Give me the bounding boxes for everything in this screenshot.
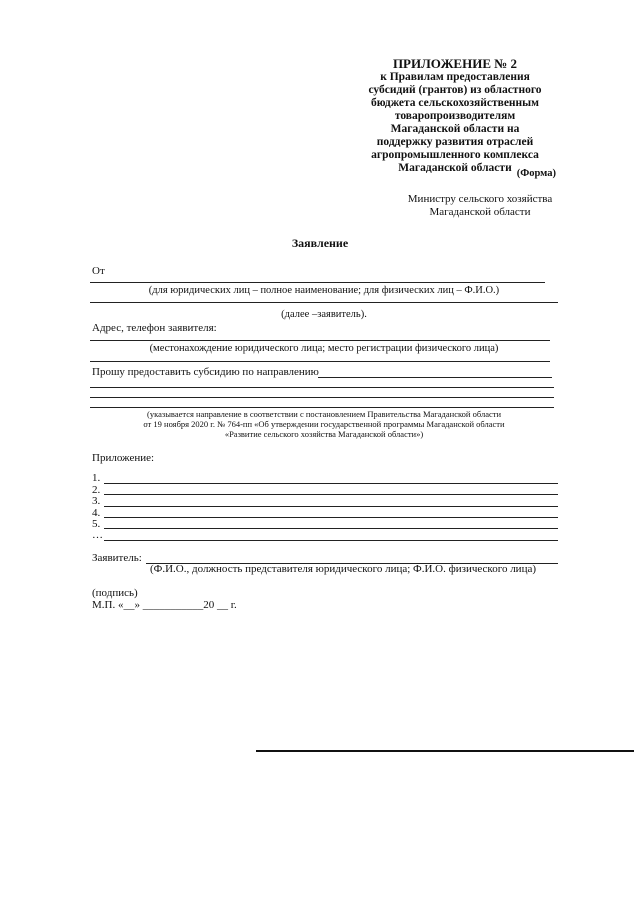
attachment-line-1 (104, 483, 558, 484)
appendix-line: к Правилам предоставления (380, 71, 530, 83)
request-underline (318, 377, 552, 378)
attachment-line-4 (104, 517, 558, 518)
from-label: От (92, 265, 105, 277)
addressee-line: Магаданской области (429, 206, 531, 218)
document-title: Заявление (291, 236, 349, 250)
attachment-item-more: … (92, 529, 103, 541)
request-underline-3 (90, 397, 554, 398)
bottom-rule (256, 750, 634, 752)
appendix-line: субсидий (грантов) из областного (368, 84, 542, 96)
attachment-line-2 (104, 494, 558, 495)
applicant-caption: (далее –заявитель). (281, 309, 367, 320)
attachment-item-5: 5. (92, 518, 101, 530)
request-underline-2 (90, 387, 554, 388)
address-label: Адрес, телефон заявителя: (92, 322, 217, 334)
from-underline (90, 282, 545, 283)
signature-label: (подпись) (92, 587, 138, 599)
direction-note-line: «Развитие сельского хозяйства Магаданской области») (224, 429, 424, 439)
attachment-item-1: 1. (92, 472, 101, 484)
attachment-item-2: 2. (92, 484, 101, 496)
addressee-line: Министру сельского хозяйства (407, 193, 553, 205)
addressee (380, 193, 580, 219)
appendix-line: поддержку развития отраслей (376, 136, 534, 148)
stamp-date-line: М.П. «__» ___________20 __ г. (92, 599, 237, 611)
request-label: Прошу предоставить субсидию по направлению (92, 366, 319, 378)
attachment-line-3 (104, 506, 558, 507)
appendix-line: Магаданской области на (390, 123, 520, 135)
appendix-line: бюджета сельскохозяйственным (371, 97, 539, 109)
appendix-line: агропромышленного комплекса (371, 149, 539, 161)
address-underline (90, 340, 550, 341)
appendix-header (340, 56, 570, 175)
address-caption: (местонахождение юридического лица; место регистрации физического лица) (149, 343, 499, 354)
direction-note-line: от 19 ноября 2020 г. № 764-пп «Об утверждении государственной программы Магаданской области (143, 419, 505, 429)
form-label: (Форма) (516, 168, 556, 179)
appendix-line: товаропроизводителям (394, 110, 516, 122)
appendix-line: Магаданской области (398, 162, 512, 174)
from-caption: (для юридических лиц – полное наименование; для физических лиц – Ф.И.О.) (148, 285, 500, 296)
attachment-item-3: 3. (92, 495, 101, 507)
request-underline-4 (90, 407, 554, 408)
address-underline-2 (90, 361, 550, 362)
from-underline-2 (90, 302, 558, 303)
attachment-item-4: 4. (92, 507, 101, 519)
applicant-label: Заявитель: (92, 552, 142, 564)
applicant-role-caption: (Ф.И.О., должность представителя юридического лица; Ф.И.О. физического лица) (150, 563, 537, 575)
attachment-label: Приложение: (92, 452, 155, 464)
attachment-line-5 (104, 528, 558, 529)
attachment-line-6 (104, 540, 558, 541)
direction-note (88, 409, 560, 439)
appendix-title: ПРИЛОЖЕНИЕ № 2 (392, 56, 518, 71)
direction-note-line: (указывается направление в соответствии с постановлением Правительства Магаданской области (147, 409, 501, 419)
